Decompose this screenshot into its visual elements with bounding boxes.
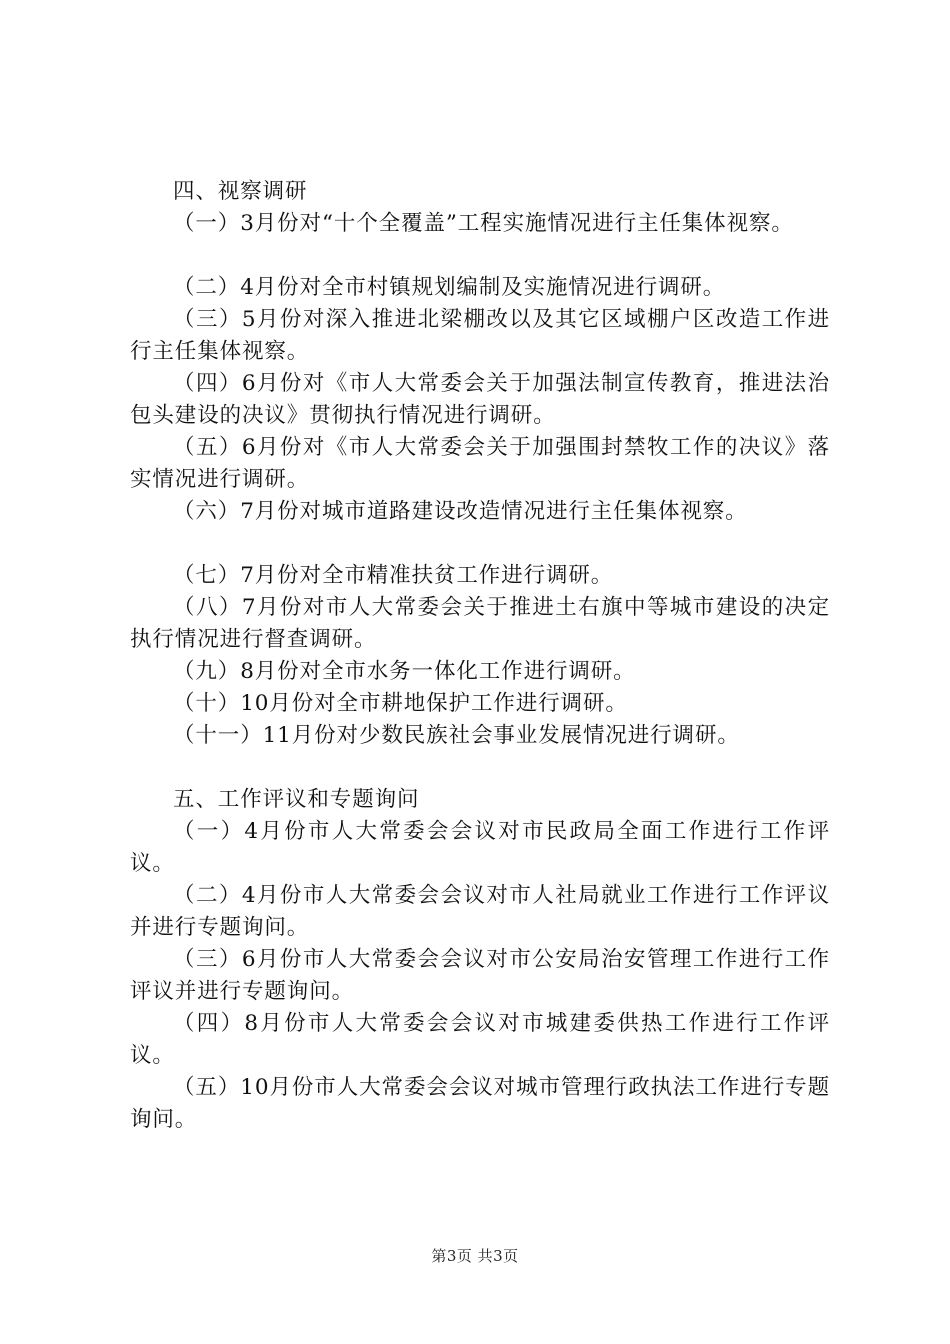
list-item: （五）6月份对《市人大常委会关于加强围封禁牧工作的决议》落实情况进行调研。 <box>130 435 830 492</box>
list-item: （六）7月份对城市道路建设改造情况进行主任集体视察。 <box>173 499 748 524</box>
list-item: （四）6月份对《市人大常委会关于加强法制宣传教育，推进法治包头建设的决议》贯彻执行情况进行调研。 <box>130 371 830 428</box>
list-item: （十）10月份对全市耕地保护工作进行调研。 <box>173 691 628 716</box>
section-heading-5: 五、工作评议和专题询问 <box>173 787 420 812</box>
list-item: （十一）11月份对少数民族社会事业发展情况进行调研。 <box>173 723 740 748</box>
list-item: （一）3月份对“十个全覆盖”工程实施情况进行主任集体视察。 <box>173 211 794 236</box>
list-item: （八）7月份对市人大常委会关于推进土右旗中等城市建设的决定执行情况进行督查调研。 <box>130 595 830 652</box>
list-item: （二）4月份对全市村镇规划编制及实施情况进行调研。 <box>173 275 726 300</box>
list-item: （一）4月份市人大常委会会议对市民政局全面工作进行工作评议。 <box>130 819 830 876</box>
list-item: （五）10月份市人大常委会会议对城市管理行政执法工作进行专题询问。 <box>130 1075 830 1132</box>
list-item: （二）4月份市人大常委会会议对市人社局就业工作进行工作评议并进行专题询问。 <box>130 883 830 940</box>
section-heading-4: 四、视察调研 <box>173 179 308 204</box>
page-number-footer: 第3页 共3页 <box>431 1247 519 1265</box>
list-item: （三）6月份市人大常委会会议对市公安局治安管理工作进行工作评议并进行专题询问。 <box>130 947 830 1004</box>
list-item: （七）7月份对全市精准扶贫工作进行调研。 <box>173 563 614 588</box>
list-item: （四）8月份市人大常委会会议对市城建委供热工作进行工作评议。 <box>130 1011 830 1068</box>
list-item: （九）8月份对全市水务一体化工作进行调研。 <box>173 659 636 684</box>
list-item: （三）5月份对深入推进北梁棚改以及其它区域棚户区改造工作进行主任集体视察。 <box>130 307 830 364</box>
